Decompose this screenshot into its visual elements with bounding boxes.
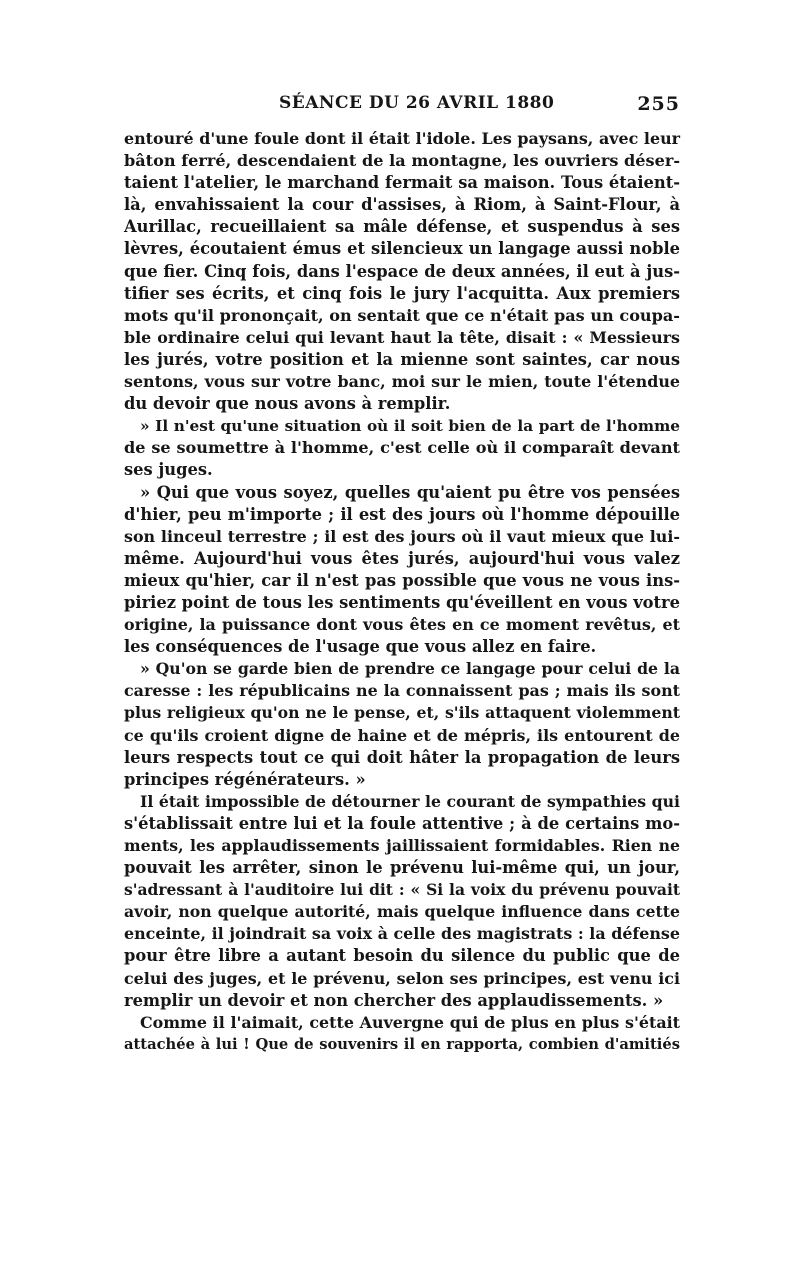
text-line: Il était impossible de détourner le courant de sympathies qui bbox=[140, 791, 680, 811]
running-title: SÉANCE DU 26 AVRIL 1880 bbox=[279, 93, 555, 113]
text-line: pour être libre a autant besoin du silence du public que de bbox=[124, 946, 680, 966]
text-line: leurs respects tout ce qui doit hâter la propagation de leurs bbox=[124, 747, 680, 767]
text-line: avoir, non quelque autorité, mais quelque influence dans cette bbox=[124, 902, 680, 922]
text-line: là, envahissaient la cour d'assises, à Riom, à Saint-Flour, à bbox=[124, 195, 680, 215]
text-line: lèvres, écoutaient émus et silencieux un langage aussi noble bbox=[124, 239, 680, 259]
text-line: » Il n'est qu'une situation où il soit bien de la part de l'homme bbox=[140, 417, 680, 436]
text-line: » Qui que vous soyez, quelles qu'aient pu être vos pensées bbox=[140, 482, 680, 502]
text-line: celui des juges, et le prévenu, selon ses principes, est venu ici bbox=[124, 968, 680, 988]
text-line: ments, les applaudissements jaillissaient formidables. Rien ne bbox=[124, 836, 680, 855]
text-line: les conséquences de l'usage que vous allez en faire. bbox=[124, 637, 597, 657]
text-line: de se soumettre à l'homme, c'est celle où il comparaît devant bbox=[124, 438, 680, 458]
text-line: remplir un devoir et non chercher des applaudissements. » bbox=[124, 990, 664, 1010]
text-line: mots qu'il prononçait, on sentait que ce n'était pas un coupa- bbox=[124, 305, 680, 325]
text-line: » Qu'on se garde bien de prendre ce langage pour celui de la bbox=[140, 659, 680, 679]
text-line: tifier ses écrits, et cinq fois le jury l'acquitta. Aux premiers bbox=[124, 283, 680, 303]
text-line: sentons, vous sur votre banc, moi sur le mien, toute l'étendue bbox=[124, 372, 680, 392]
text-line: attachée à lui ! Que de souvenirs il en rapporta, combien d'amitiés bbox=[124, 1035, 680, 1053]
text-line: ce qu'ils croient digne de haine et de mépris, ils entourent de bbox=[124, 725, 680, 745]
text-line: bâton ferré, descendaient de la montagne, les ouvriers déser- bbox=[124, 151, 680, 171]
text-line: entouré d'une foule dont il était l'idole. Les paysans, avec leur bbox=[124, 129, 680, 148]
text-line: ble ordinaire celui qui levant haut la tête, disait : « Messieurs bbox=[124, 327, 680, 347]
text-line: caresse : les républicains ne la connaissent pas ; mais ils sont bbox=[124, 681, 680, 701]
text-line: s'adressant à l'auditoire lui dit : « Si la voix du prévenu pouvait bbox=[124, 880, 680, 900]
text-line: Aurillac, recueillaient sa mâle défense, et suspendus à ses bbox=[124, 217, 680, 237]
text-line: mieux qu'hier, car il n'est pas possible que vous ne vous ins- bbox=[124, 570, 680, 590]
text-line: enceinte, il joindrait sa voix à celle des magistrats : la défense bbox=[124, 924, 680, 944]
text-line: plus religieux qu'on ne le pense, et, s'ils attaquent violemment bbox=[124, 703, 680, 723]
text-line: s'établissait entre lui et la foule attentive ; à de certains mo- bbox=[124, 813, 680, 833]
text-line: les jurés, votre position et la mienne sont saintes, car nous bbox=[124, 349, 680, 369]
text-line: son linceul terrestre ; il est des jours où il vaut mieux que lui- bbox=[124, 526, 680, 546]
text-line: même. Aujourd'hui vous êtes jurés, aujourd'hui vous valez bbox=[124, 548, 680, 568]
text-line: principes régénérateurs. » bbox=[124, 769, 366, 789]
text-line: Comme il l'aimait, cette Auvergne qui de plus en plus s'était bbox=[140, 1012, 680, 1032]
text-line: origine, la puissance dont vous êtes en ce moment revêtus, et bbox=[124, 615, 680, 635]
text-line: que fier. Cinq fois, dans l'espace de deux années, il eut à jus- bbox=[124, 261, 680, 281]
text-line: taient l'atelier, le marchand fermait sa maison. Tous étaient- bbox=[124, 173, 680, 193]
body-text bbox=[124, 128, 680, 1056]
text-line: d'hier, peu m'importe ; il est des jours où l'homme dépouille bbox=[124, 504, 680, 524]
text-line: piriez point de tous les sentiments qu'éveillent en vous votre bbox=[124, 592, 680, 612]
text-line: pouvait les arrêter, sinon le prévenu lui-même qui, un jour, bbox=[124, 858, 680, 878]
page-number: 255 bbox=[637, 93, 680, 115]
text-line: du devoir que nous avons à remplir. bbox=[124, 394, 451, 414]
running-head bbox=[124, 93, 680, 119]
text-line: ses juges. bbox=[124, 460, 213, 480]
